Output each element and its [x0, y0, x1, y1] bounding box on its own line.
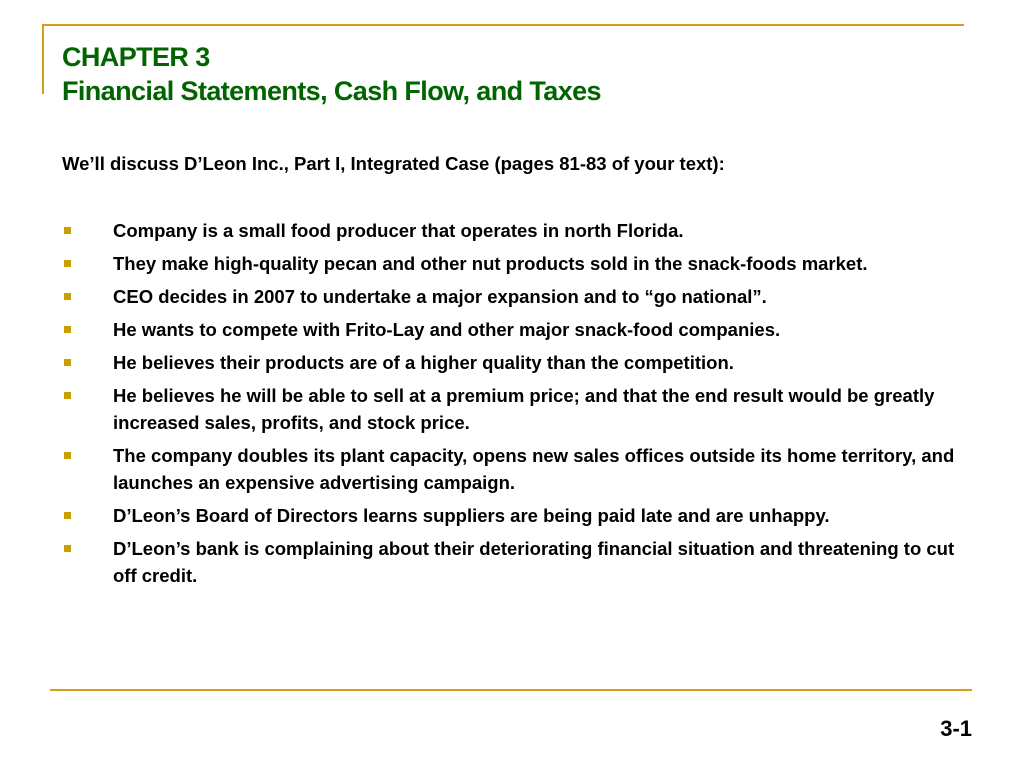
bullet-list — [62, 217, 962, 595]
bullet-item — [62, 382, 962, 436]
square-bullet-icon — [64, 293, 71, 300]
left-rule — [42, 24, 44, 94]
bullet-item — [62, 502, 962, 529]
bullet-item — [62, 442, 962, 496]
bullet-text: CEO decides in 2007 to undertake a major expansion and to “go national”. — [113, 286, 767, 307]
slide-title — [62, 40, 942, 108]
bullet-text: D’Leon’s Board of Directors learns suppliers are being paid late and are unhappy. — [113, 505, 830, 526]
bullet-item — [62, 316, 962, 343]
page-number: 3-1 — [940, 716, 972, 741]
bullet-item — [62, 349, 962, 376]
square-bullet-icon — [64, 326, 71, 333]
square-bullet-icon — [64, 512, 71, 519]
bullet-text: He believes he will be able to sell at a premium price; and that the end result would be greatly increased sales, profits, and stock price. — [113, 385, 935, 433]
bullet-item — [62, 283, 962, 310]
bullet-text: D’Leon’s bank is complaining about their deteriorating financial situation and threatening to cut off credit. — [113, 538, 955, 586]
chapter-heading: CHAPTER 3 — [62, 42, 210, 72]
bullet-item — [62, 250, 962, 277]
bottom-rule — [50, 689, 972, 691]
bullet-item — [62, 535, 962, 589]
square-bullet-icon — [64, 452, 71, 459]
square-bullet-icon — [64, 227, 71, 234]
bullet-text: Company is a small food producer that operates in north Florida. — [113, 220, 684, 241]
square-bullet-icon — [64, 392, 71, 399]
chapter-title: Financial Statements, Cash Flow, and Taxes — [62, 76, 601, 106]
bullet-item — [62, 217, 962, 244]
bullet-text: The company doubles its plant capacity, opens new sales offices outside its home territory, and launches an expensive advertising campaign. — [113, 445, 955, 493]
top-rule — [42, 24, 964, 26]
bullet-text: They make high-quality pecan and other nut products sold in the snack-foods market. — [113, 253, 868, 274]
intro-text: We’ll discuss D’Leon Inc., Part I, Integrated Case (pages 81-83 of your text): — [62, 153, 725, 174]
square-bullet-icon — [64, 545, 71, 552]
bullet-text: He believes their products are of a higher quality than the competition. — [113, 352, 734, 373]
square-bullet-icon — [64, 260, 71, 267]
square-bullet-icon — [64, 359, 71, 366]
bullet-text: He wants to compete with Frito-Lay and other major snack-food companies. — [113, 319, 781, 340]
